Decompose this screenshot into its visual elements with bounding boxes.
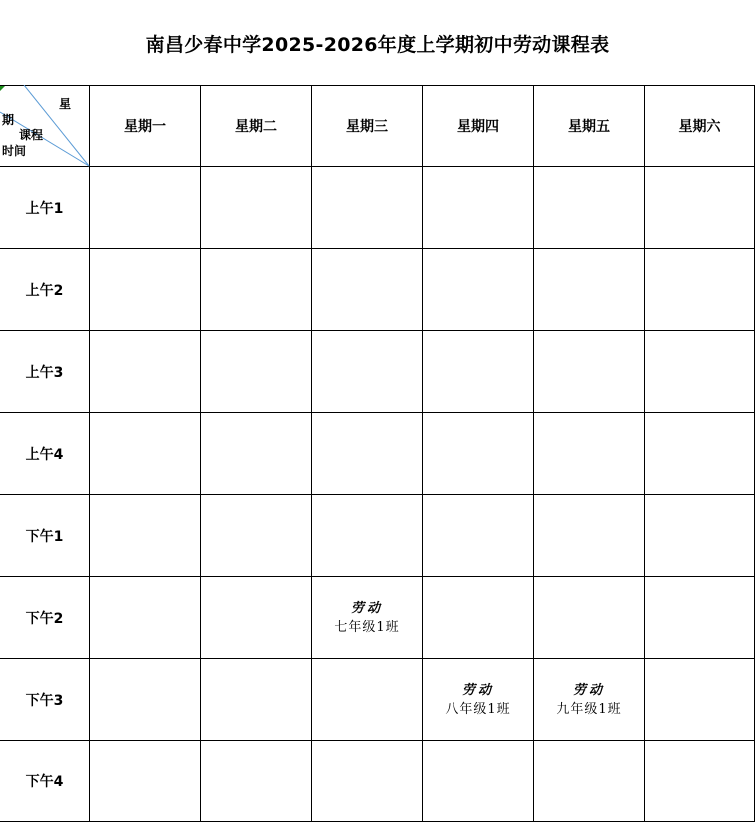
corner-label-period: 期 [2, 113, 15, 127]
corner-label-time: 时间 [2, 144, 27, 158]
schedule-entry-fri-pm3 [534, 659, 644, 740]
period-label: 下午4 [25, 774, 64, 790]
period-label: 上午1 [25, 200, 64, 217]
entry-subject: 劳动 [572, 682, 605, 698]
day-header-tue: 星期二 [235, 119, 277, 135]
day-header-mon: 星期一 [124, 119, 166, 135]
schedule-entry-thu-pm3 [423, 659, 533, 740]
corner-label-star: 星 [59, 97, 72, 111]
entry-class: 七年级1班 [334, 619, 400, 635]
day-header-thu: 星期四 [457, 119, 499, 135]
entry-subject: 劳动 [350, 600, 383, 616]
entry-class: 八年级1班 [445, 701, 511, 717]
period-label: 上午3 [25, 364, 64, 381]
period-label: 下午3 [25, 692, 64, 709]
day-header-fri: 星期五 [568, 119, 610, 135]
period-label: 下午2 [25, 610, 64, 627]
page-title: 南昌少春中学2025-2026年度上学期初中劳动课程表 [145, 34, 610, 56]
day-header-sat: 星期六 [678, 119, 721, 135]
schedule-table [0, 85, 755, 822]
entry-class: 九年级1班 [556, 701, 622, 717]
corner-label-course: 课程 [19, 128, 44, 142]
entry-subject: 劳动 [461, 682, 494, 698]
day-header-wed: 星期三 [346, 119, 388, 135]
schedule-entry-wed-pm2 [312, 577, 422, 658]
period-label: 下午1 [25, 528, 64, 545]
period-label: 上午4 [25, 446, 64, 463]
period-label: 上午2 [25, 282, 64, 299]
